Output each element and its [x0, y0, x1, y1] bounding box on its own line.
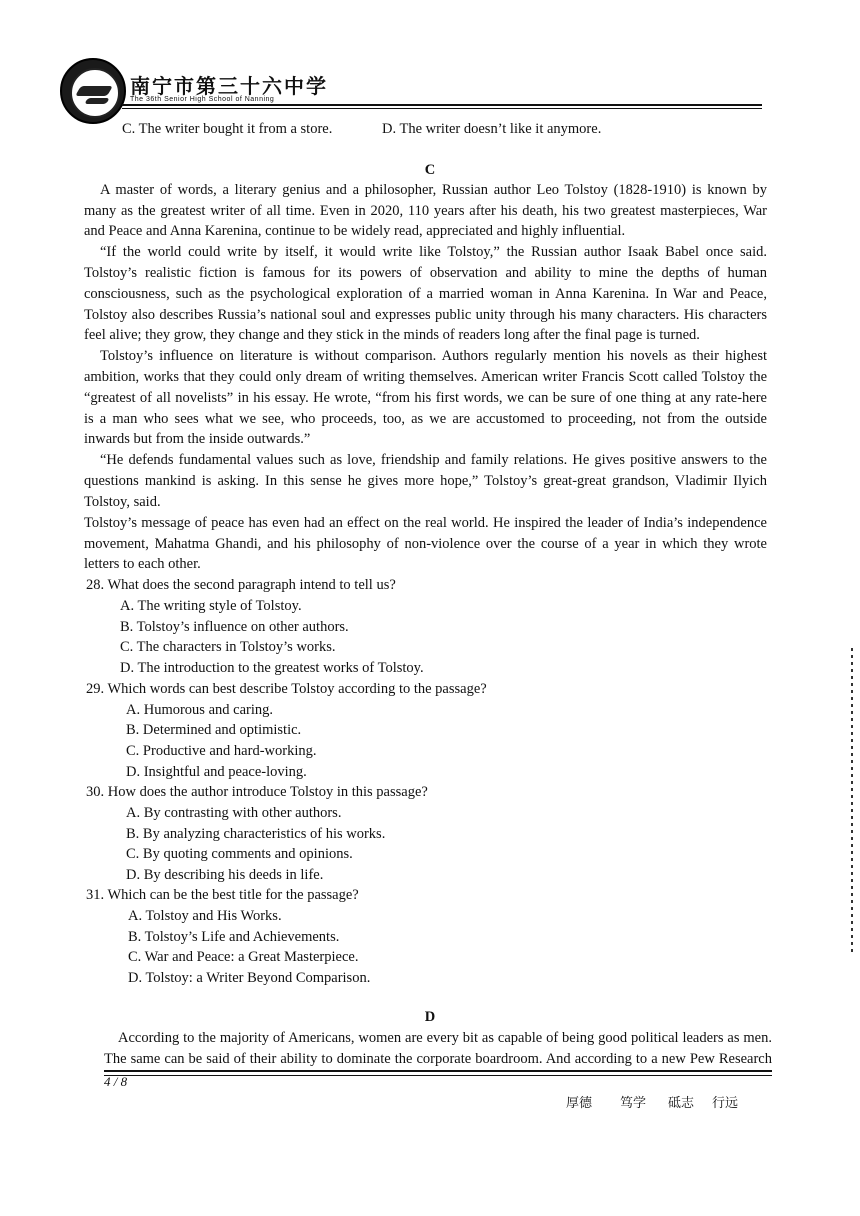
answer-option: B. Tolstoy’s influence on other authors.: [120, 619, 349, 635]
answer-option: A. The writing style of Tolstoy.: [120, 598, 302, 614]
answer-option: D. Tolstoy: a Writer Beyond Comparison.: [128, 970, 371, 986]
question-stem: 29. Which words can best describe Tolstoy according to the passage?: [86, 681, 487, 697]
answer-option: A. Humorous and caring.: [126, 702, 273, 718]
section-d-heading: D: [424, 1009, 436, 1025]
passage-line: “He defends fundamental values such as love, friendship and family relations. He gives positive answers to the: [100, 452, 767, 468]
answer-option: B. By analyzing characteristics of his works.: [126, 826, 386, 842]
passage-line: movement, Mahatma Ghandi, and his philosophy of non-violence over the course of a year in which they wrote: [84, 536, 767, 552]
answer-option: B. Tolstoy’s Life and Achievements.: [128, 929, 340, 945]
prev-option-c: C. The writer bought it from a store.: [122, 121, 333, 137]
answer-option: D. The introduction to the greatest works of Tolstoy.: [120, 660, 424, 676]
answer-option: C. By quoting comments and opinions.: [126, 846, 353, 862]
question-stem: 31. Which can be the best title for the passage?: [86, 887, 359, 903]
answer-option: C. War and Peace: a Great Masterpiece.: [128, 949, 359, 965]
passage-line: is a man who sees what we see, who proceeds, too, as we are accustomed to proceeding, not from the outside: [84, 411, 767, 427]
passage-line: “If the world could write by itself, it would write like Tolstoy,” the Russian author Isaak Babel once said.: [100, 244, 767, 260]
passage-line: inwards but from the inside outwards.”: [84, 431, 311, 447]
motto-word: 行远: [712, 1096, 739, 1111]
answer-option: C. The characters in Tolstoy’s works.: [120, 639, 336, 655]
logo-emblem-icon: [70, 68, 120, 118]
answer-option: D. By describing his deeds in life.: [126, 867, 324, 883]
motto-word: 砥志: [668, 1096, 695, 1111]
page-number: 4 / 8: [104, 1074, 128, 1089]
answer-option: A. Tolstoy and His Works.: [128, 908, 282, 924]
question-stem: 30. How does the author introduce Tolstoy in this passage?: [86, 784, 428, 800]
passage-line: consciousness, such as the psychological exploration of a married woman in Anna Karenina. In War and Peace,: [84, 286, 767, 302]
prev-option-d: D. The writer doesn’t like it anymore.: [382, 121, 602, 137]
passage-line: A master of words, a literary genius and a philosopher, Russian author Leo Tolstoy (1828-1910) is known by: [100, 182, 767, 198]
passage-line: Tolstoy’s message of peace has even had an effect on the real world. He inspired the leader of India’s independence: [84, 515, 767, 531]
answer-option: A. By contrasting with other authors.: [126, 805, 342, 821]
school-logo: [60, 58, 126, 124]
passage-line: many as the greatest writer of all time. Even in 2020, 110 years after his death, his two greatest masterpieces, War: [84, 203, 767, 219]
header-rule: [122, 104, 762, 106]
passage-line: letters to each other.: [84, 556, 201, 572]
footer-rule: [104, 1070, 772, 1072]
answer-option: C. Productive and hard-working.: [126, 743, 317, 759]
passage-line: Tolstoy also describes Russia’s national soul and expresses public unity through his many characters. His characters: [84, 307, 767, 323]
section-d-line: The same can be said of their ability to dominate the corporate boardroom. And according to a new Pew Research: [104, 1051, 772, 1067]
section-d-line: According to the majority of Americans, women are every bit as capable of being good political leaders as men.: [118, 1030, 772, 1046]
passage-line: Tolstoy, said.: [84, 494, 161, 510]
passage-line: feel alive; they grow, they change and they stick in the minds of readers long after the final page is turned.: [84, 327, 700, 343]
school-name-en: The 36th Senior High School of Nanning: [130, 96, 275, 103]
answer-option: D. Insightful and peace-loving.: [126, 764, 307, 780]
question-stem: 28. What does the second paragraph intend to tell us?: [86, 577, 396, 593]
passage-line: Tolstoy’s influence on literature is without comparison. Authors regularly mention his novels as their highest: [100, 348, 767, 364]
motto-word: 笃学: [620, 1096, 647, 1111]
school-name-cn: 南宁市第三十六中学: [130, 74, 328, 98]
footer-rule-thin: [104, 1075, 772, 1076]
passage-line: and Peace and Anna Karenina, continue to be widely read, appreciated and highly influential.: [84, 223, 626, 239]
answer-option: B. Determined and optimistic.: [126, 722, 302, 738]
binding-marks: [848, 648, 856, 968]
passage-line: ambition, works that they could only dream of writing themselves. American writer Francis Scott called Tolstoy the: [84, 369, 767, 385]
passage-line: questions mankind is asking. In this sense he gives more hope,” Tolstoy’s great-great grandson, Vladimir Ilyich: [84, 473, 767, 489]
motto-word: 厚德: [566, 1096, 593, 1111]
header-rule-thin: [122, 108, 762, 109]
passage-line: “greatest of all novelists” in his essay. He wrote, “from his first words, we can be sure of one thing at any rate-here: [84, 390, 767, 406]
section-c-heading: C: [424, 162, 436, 178]
passage-line: Tolstoy’s realistic fiction is famous for its powers of observation and ability to mine the depths of human: [84, 265, 767, 281]
